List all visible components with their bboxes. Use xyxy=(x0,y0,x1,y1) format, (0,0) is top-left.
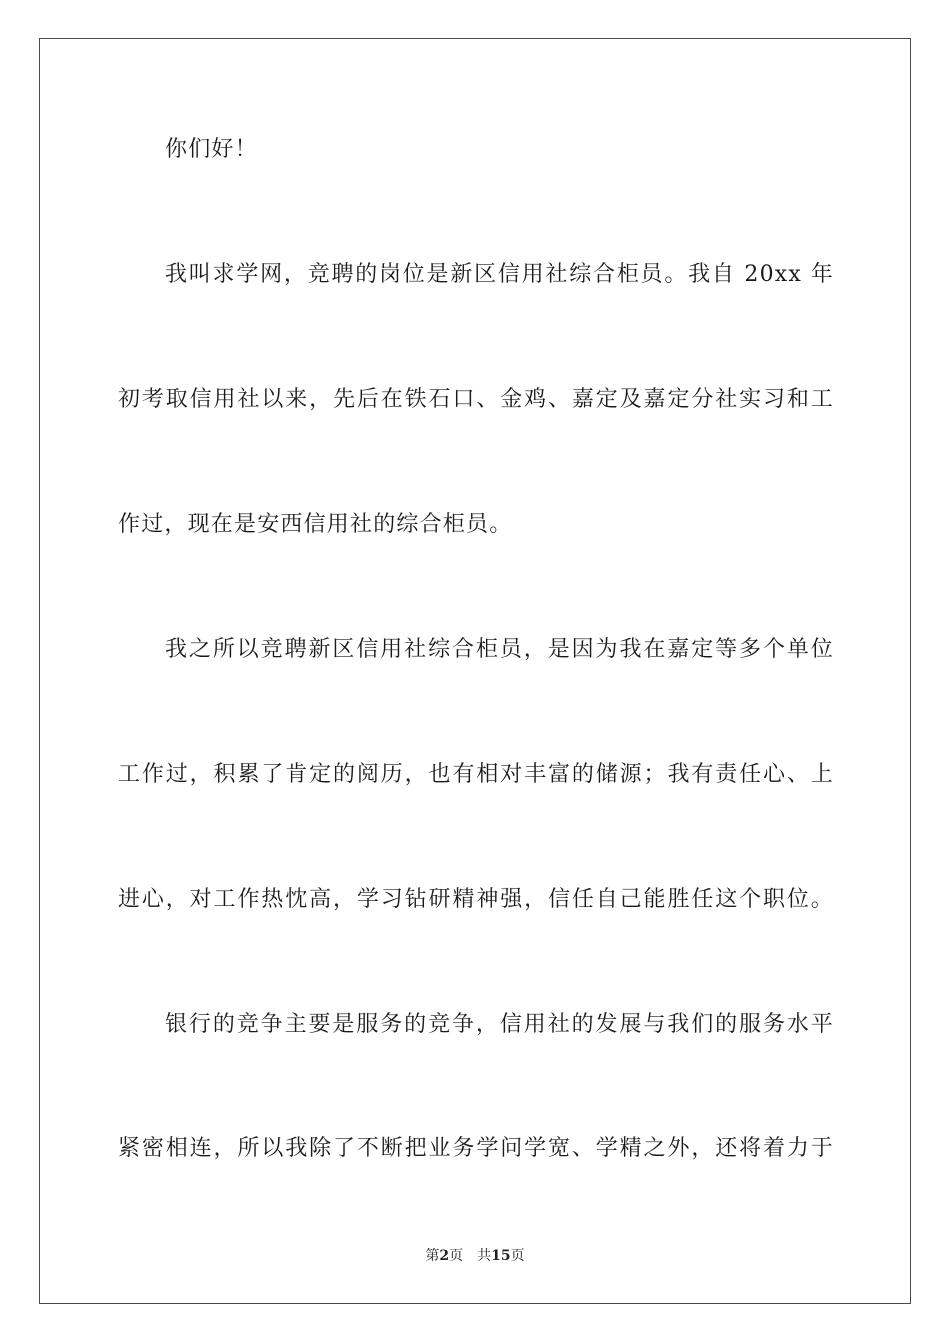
total-prefix: 共 xyxy=(477,1248,492,1264)
paragraph-1-line-2: 初考取信用社以来，先后在铁石口、金鸡、嘉定及嘉定分社实习和工 xyxy=(118,387,834,412)
page-prefix: 第 xyxy=(425,1248,440,1264)
paragraph-3-line-1: 银行的竞争主要是服务的竞争，信用社的发展与我们的服务水平 xyxy=(165,1012,834,1037)
greeting-line: 你们好！ xyxy=(165,137,258,162)
paragraph-2-line-2: 工作过，积累了肯定的阅历，也有相对丰富的储源；我有责任心、上 xyxy=(118,762,834,787)
page-suffix: 页 xyxy=(449,1248,464,1264)
paragraph-2-line-1: 我之所以竞聘新区信用社综合柜员，是因为我在嘉定等多个单位 xyxy=(165,637,834,662)
page-footer xyxy=(0,1247,950,1265)
paragraph-2-line-3: 进心，对工作热忱高，学习钻研精神强，信任自己能胜任这个职位。 xyxy=(118,887,834,912)
paragraph-1-line-3: 作过，现在是安西信用社的综合柜员。 xyxy=(118,512,513,537)
page-border xyxy=(39,38,911,1304)
total-suffix: 页 xyxy=(510,1248,525,1264)
total-page-count: 15 xyxy=(491,1248,511,1264)
paragraph-1-line-1: 我叫求学网，竞聘的岗位是新区信用社综合柜员。我自 20xx 年 xyxy=(165,262,834,287)
current-page-number: 2 xyxy=(439,1248,450,1264)
paragraph-3-line-2: 紧密相连，所以我除了不断把业务学问学宽、学精之外，还将着力于 xyxy=(118,1136,834,1161)
